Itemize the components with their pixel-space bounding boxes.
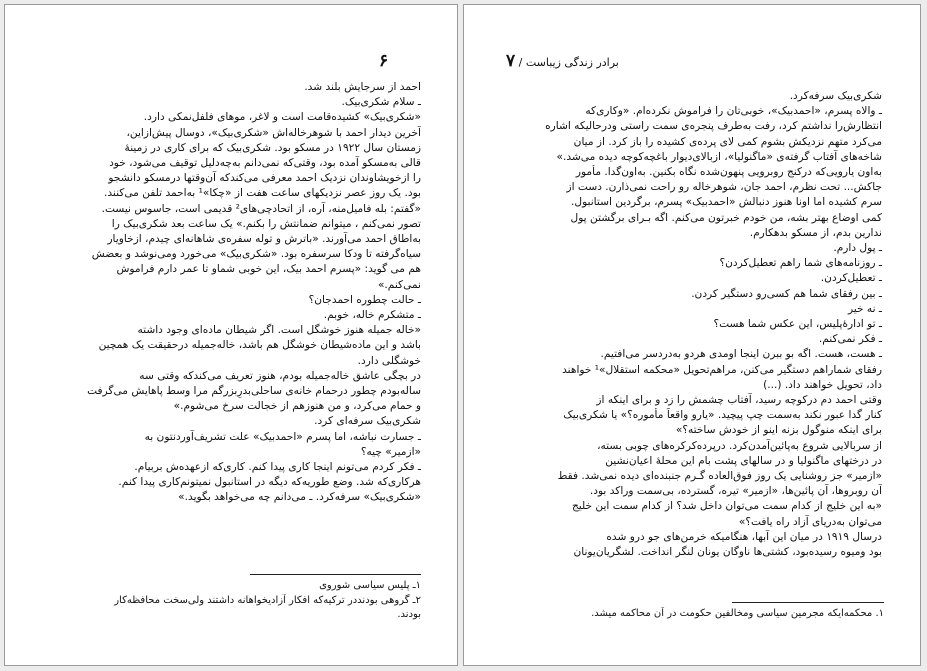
text-line: ـ فکر نمی‌کنم. xyxy=(818,333,882,346)
text-line: «ازمیر» چیه؟ xyxy=(360,445,421,458)
text-line: جاکش... تحت نظرم، احمد جان، شوهرخاله رو راحت نمی‌ذارن. دست از xyxy=(566,181,882,194)
text-line: ۱. محکمه‌ایکه مجرمین سیاسی ومخالفین حکومت در آن محاکمه میشد. xyxy=(591,608,884,619)
text-line: سیاه‌گرفته تا ودکا سرسفره بود. «شکری‌بیک» می‌خورد ومی‌نوشد و بعضش xyxy=(91,248,421,261)
text-line: ۲ـ گروهی بودنددر ترکیه‌که افکار آزادیخواهانه داشتند ولی‌سخت محافظه‌کار xyxy=(114,594,421,606)
text-line: ـ تو ادارهٔ‌پلیس، این عکس شما هست؟ xyxy=(713,318,882,331)
text-line: و حمام می‌کرد، و من هنوزهم از خجالت سرخ می‌شوم.» xyxy=(173,400,421,413)
text-line: «شکری‌بیک» سرفه‌کرد. ـ می‌دانم چه می‌خواهد بگوید.» xyxy=(178,491,421,504)
running-header xyxy=(504,51,884,71)
text-line: داد، تحویل خواهند داد. (...) xyxy=(763,378,882,391)
text-line: ساله‌بودم چطور درحمام خانه‌ی ساحلی‌بدرِبزرگم مرا وسط پاهایش می‌گرفت xyxy=(87,385,421,398)
text-line: کمی اوضاع بهتر بشه، من خودم خبرتون می‌کنم. اگه بـرای برگشتن پول xyxy=(570,211,882,224)
text-line: ۱ـ پلیس سیاسی شوروی xyxy=(319,580,421,591)
text-line: ـ بین رفقای شما هم کسی‌رو دستگیر کردن. xyxy=(691,287,882,300)
text-line: کنار گدا عبور نکند به‌سمت چپ پیچید. «یارو واقعاً مأموره؟» یا شکری‌بیک xyxy=(563,409,882,422)
right-page xyxy=(463,4,921,666)
page-number: ۷ xyxy=(506,51,516,71)
running-header-title: برادر زندگی زیباست / xyxy=(518,56,619,69)
text-line: زمستان سال ۱۹۲۲ در مسکو بود. شکری‌بیک که برای کاری در زمینهٔ xyxy=(124,141,421,154)
text-line: ـ حالت چطوره احمدجان؟ xyxy=(308,293,421,306)
text-line: شکری‌بیک سرفه‌ای کرد. xyxy=(314,415,421,428)
text-line: باشد و این ماده‌شیطان خوشگل هم باشد، خاله‌جمیله درحقیقت یک همچین xyxy=(98,339,421,352)
text-line: ـ سلام شکری‌بیک. xyxy=(341,96,421,109)
text-line: «شکری‌بیک» کشیده‌قامت است و لاغر، موهای فلفل‌نمکی دارد. xyxy=(143,111,421,124)
body-text xyxy=(43,80,421,506)
text-line: هم می گوید: «پسرم احمد بیک، این خوبی شماو تا عمر دارم فراموش xyxy=(116,263,421,276)
footnotes xyxy=(502,607,884,622)
body-text xyxy=(502,89,882,560)
text-line: نمی‌کنم.» xyxy=(377,278,421,291)
text-line: ـ متشکرم خاله، خوبم. xyxy=(323,309,421,322)
text-line: ـ والاه پسرم، «احمدبیک»، خوبی‌تان را فراموش نکرده‌ام. «وکاری‌که xyxy=(585,105,882,118)
footnote-rule xyxy=(732,602,884,603)
text-line: «گفتم: بله فامیل‌منه، آره، از اتحادچی‌های² قدیمی است، جاسوس نیست. xyxy=(101,202,421,215)
text-line: برای اینکه منوگول بزنه اینو از خودش ساخته؟» xyxy=(675,424,882,437)
text-line: ـ جسارت نباشه، اما پسرم «احمدبیک» علت تشریف‌آوردنتون به xyxy=(144,430,421,443)
text-line: ـ پول دارم. xyxy=(833,242,882,255)
text-line: هرکاری‌که شد. وضع طوریه‌که دیگه در استانبول نمیتونم‌کاری پیدا کنم. xyxy=(118,476,421,489)
text-line: به‌اون یارویی‌که درکنج روبرویی پنهون‌شده نگاه بکنین. به‌اون‌گدا. مأمور xyxy=(575,166,882,179)
text-line: سرم کشیده اما اونا هنوز دنبالش «احمدبیک» پسرم، برگردین استانبول. xyxy=(571,196,882,209)
text-line: آن روبروها، آن پائین‌ها، «ازمیر» تیره، گسترده، بی‌سمت وراکد بود. xyxy=(589,485,882,498)
text-line: ـ نه خیر xyxy=(847,302,882,315)
text-line: خوشگلی دارد. xyxy=(357,354,421,367)
text-line: را ازخویشاوندان نزدیک احمد معرفی می‌کندکه آن‌وقتها درمسکو دانشجو xyxy=(108,172,421,185)
text-line: در درختهای ماگنولیا و در سالهای پشت بام این محلهٔ اعیان‌نشین xyxy=(605,454,882,467)
text-line: ـ فکر کردم می‌تونم اینجا کاری پیدا کنم. کاری‌که ازعهده‌ش بربیام. xyxy=(134,461,421,474)
text-line: «ازمیر» جز روشنایی یک روز فوق‌العاده گـرم جنبنده‌ای دیده نمی‌شد. فقط xyxy=(557,470,882,483)
text-line: بود. یک روز عصر نزدیکهای ساعت هفت از «چکا»¹ به‌احمد تلفن می‌کنند. xyxy=(103,187,421,200)
text-line: ـ هست، هست. اگه بو ببرن اینجا اومدی هردو به‌دردسر می‌افتیم. xyxy=(600,348,882,361)
text-line: ندارین بدم، از مسکو بدهکارم. xyxy=(749,226,882,239)
footnotes xyxy=(43,579,421,623)
text-line: تصور نمی‌کنم ، میتوانم ضمانتش را بکنم.» یک ساعت بعد شکری‌بیک را xyxy=(111,217,421,230)
text-line: شکری‌بیک سرفه‌کرد. xyxy=(789,90,882,102)
footnote-rule xyxy=(250,574,421,575)
text-line: آخرین دیدار احمد با شوهرخاله‌اش «شکری‌بیک»، دوسال پیش‌ازاین، xyxy=(126,126,421,139)
text-line: ـ روزنامه‌های شما راهم تعطیل‌کردن؟ xyxy=(719,257,882,270)
text-line: بودند. xyxy=(397,609,421,620)
text-line: می‌کرد متهم نزدیکش بشوم کمی لای پرده‌ی کشیده را باز کرد. از میان xyxy=(573,135,882,148)
left-page xyxy=(4,4,458,666)
page-number: ۶ xyxy=(379,51,389,71)
text-line: در بچگی عاشق خاله‌جمیله بودم، هنوز تعریف می‌کندکه وقتی سه xyxy=(139,369,421,382)
text-line: «خاله جمیله هنوز خوشگل است. اگر شیطان ماده‌ای وجود داشته xyxy=(137,324,421,337)
text-line: رفقای شماراهم دستگیر می‌کنن، مراهم‌تحویل «محکمه استقلال»¹ خواهند xyxy=(562,363,882,376)
text-line: احمد از سرجایش بلند شد. xyxy=(304,81,421,93)
text-line: از سربالایی شروع به‌پائین‌آمدن‌کرد. درپرده‌کرکره‌های چوبی بسته، xyxy=(597,439,882,452)
text-line: «به این خلیج از کدام سمت می‌توان داخل شد؟ از کدام سمت این خلیج xyxy=(571,500,882,513)
text-line: می‌توان به‌دریای آزاد راه یافت؟» xyxy=(738,515,882,528)
text-line: شاخه‌های آفتاب گرفته‌ی «ماگنولیا»، ازبالای‌دیوار باغچه‌کوچه دیده می‌شد.» xyxy=(556,150,882,163)
text-line: قالی به‌مسکو آمده بود، وقتی‌که نمی‌دانم به‌چه‌دلیل توقیف می‌شود، خود xyxy=(109,157,421,170)
text-line: وقتی احمد دم درکوچه رسید، آفتاب چشمش را زد و برای اینکه از xyxy=(596,394,882,407)
text-line: به‌اطاق احمد می‌آورند. «باترش و توله سفره‌ی شاهانه‌ای چیدم، ازخاویار xyxy=(107,233,421,246)
text-line: درسال ۱۹۱۹ در میان این آبها، هنگامیکه خرمن‌های جو درو شده xyxy=(606,530,882,543)
text-line: بود ومیوه رسیده‌بود، کشتی‌ها ناوگان یونان لنگر انداخت. لشگریان‌یونان xyxy=(573,546,882,559)
text-line: انتظارش‌را نداشتم کرد، رفت به‌طرف پنجره‌ی سمت راستی ودرحالیکه اشاره xyxy=(545,120,882,133)
text-line: ـ تعطیل‌کردن. xyxy=(820,272,882,285)
